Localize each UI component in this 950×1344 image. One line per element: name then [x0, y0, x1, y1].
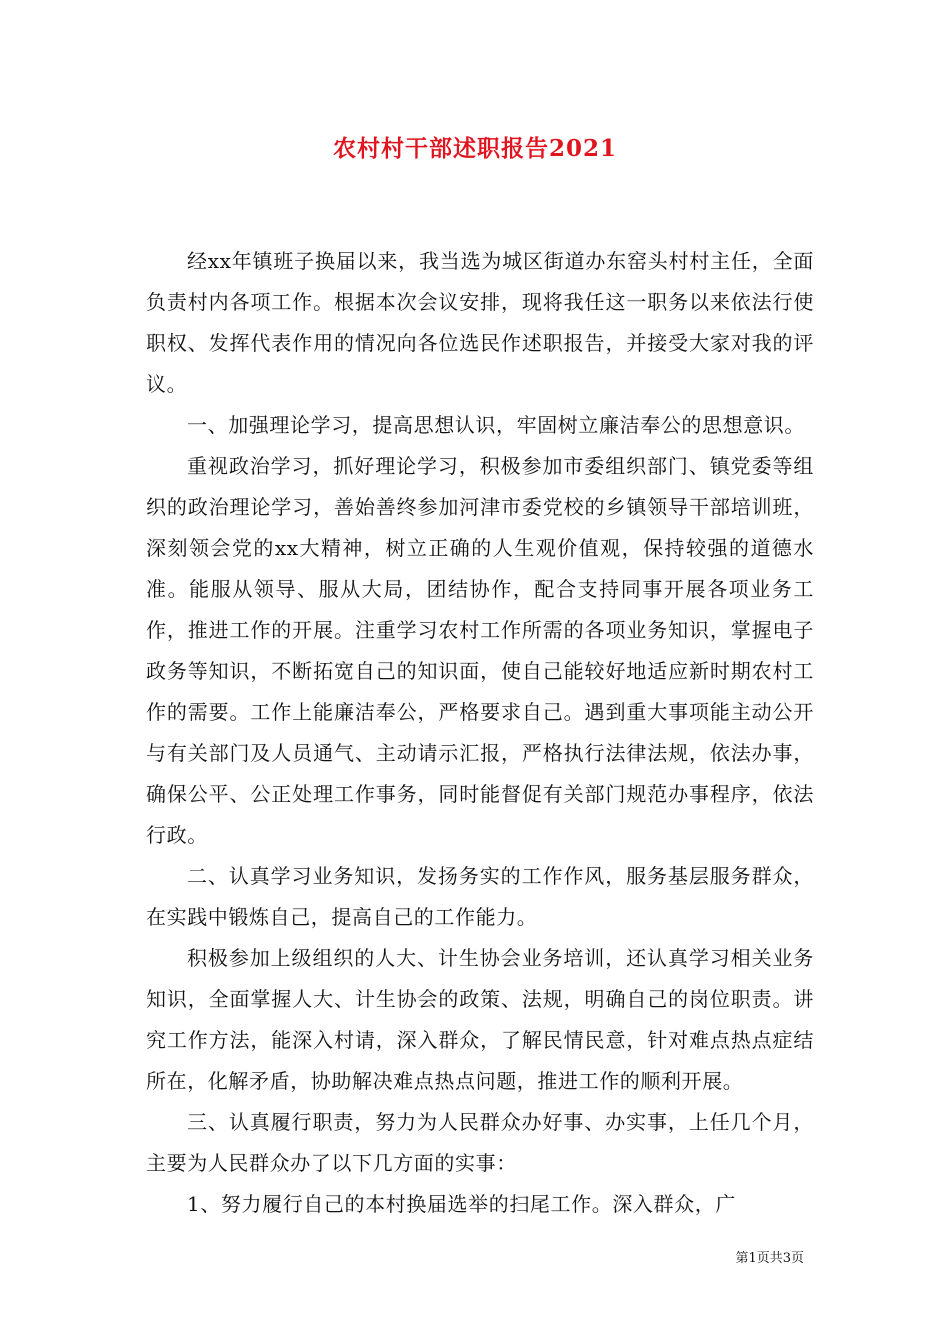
paragraph-section-2-body: 积极参加上级组织的人大、计生协会业务培训，还认真学习相关业务知识，全面掌握人大、计生协会的政策、法规，明确自己的岗位职责。讲究工作方法，能深入村请，深入群众，了解民情民意，针对难点热点症结所在，化解矛盾，协助解决难点热点问题，推进工作的顺利开展。 [146, 946, 814, 1093]
paragraph-section-1-heading: 一、加强理论学习，提高思想认识，牢固树立廉洁奉公的思想意识。 [187, 413, 805, 437]
paragraph-intro: 经xx年镇班子换届以来，我当选为城区街道办东窑头村村主任，全面负责村内各项工作。根据本次会议安排，现将我任这一职务以来依法行使职权、发挥代表作用的情况向各位选民作述职报告，并接受大家对我的评议。 [146, 249, 814, 396]
paragraph-section-3-heading: 三、认真履行职责，努力为人民群众办好事、办实事，上任几个月，主要为人民群众办了以下几方面的实事： [146, 1110, 814, 1175]
document-title: 农村村干部述职报告2021 [332, 135, 617, 162]
paragraph-section-1-body: 重视政治学习，抓好理论学习，积极参加市委组织部门、镇党委等组织的政治理论学习，善始善终参加河津市委党校的乡镇领导干部培训班，深刻领会党的xx大精神，树立正确的人生观价值观，保持较强的道德水准。能服从领导、服从大局，团结协作，配合支持同事开展各项业务工作，推进工作的开展。注重学习农村工作所需的各项业务知识，掌握电子政务等知识，不断拓宽自己的知识面，使自己能较好地适应新时期农村工作的需要。工作上能廉洁奉公，严格要求自己。遇到重大事项能主动公开与有关部门及人员通气、主动请示汇报，严格执行法律法规，依法办事，确保公平、公正处理工作事务，同时能督促有关部门规范办事程序，依法行政。 [146, 454, 814, 847]
paragraph-item-1: 1、努力履行自己的本村换届选举的扫尾工作。深入群众，广 [187, 1192, 736, 1216]
page-number-footer: 第1页共3页 [735, 1251, 804, 1266]
document-body [146, 241, 814, 1225]
paragraph-section-2-heading: 二、认真学习业务知识，发扬务实的工作作风，服务基层服务群众，在实践中锻炼自己，提高自己的工作能力。 [146, 864, 814, 929]
